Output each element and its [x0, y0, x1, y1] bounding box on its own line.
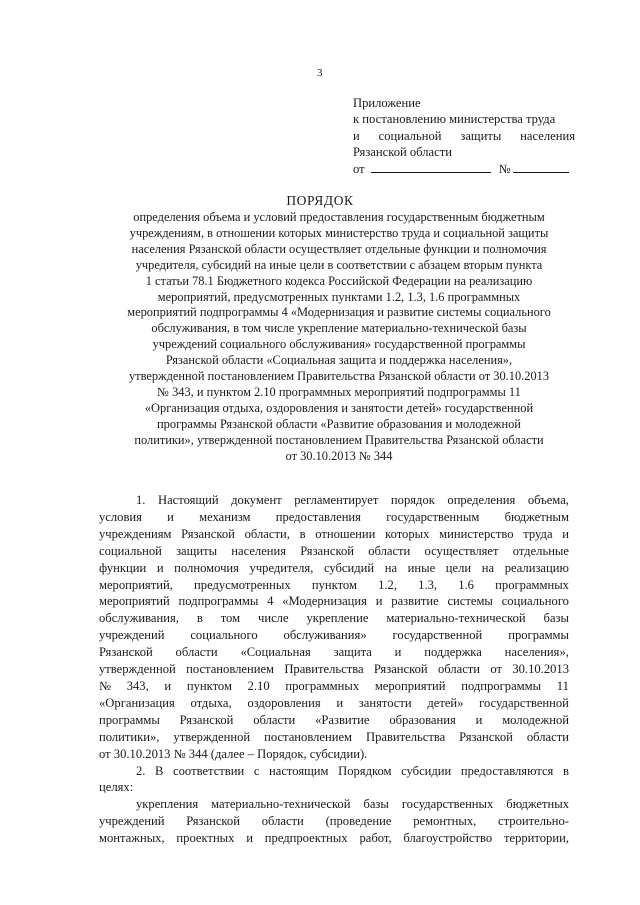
body-word: социального — [501, 594, 569, 609]
body-word: в — [562, 763, 569, 778]
body-word: труда — [523, 526, 553, 541]
appendix-line: Рязанской области — [353, 144, 452, 159]
body-word: государственной — [392, 628, 483, 643]
body-line — [99, 492, 569, 509]
body-word: ремонтных, — [413, 814, 477, 829]
body-word: субсидии — [401, 763, 452, 778]
body-word: документ — [231, 493, 282, 507]
body-word: материально-технической — [386, 611, 526, 626]
body-line — [99, 813, 569, 830]
body-line — [99, 593, 569, 610]
subtitle-line: определения объема и условий предоставления государственным бюджетным — [133, 210, 545, 224]
subtitle-line: утвержденной постановлением Правительства Рязанской области от 30.10.2013 — [128, 369, 550, 384]
subtitle-line: от 30.10.2013 № 344 — [285, 448, 393, 463]
body-word: базы — [363, 797, 389, 812]
body-word: числе — [258, 611, 289, 626]
appendix-header — [353, 95, 575, 177]
body-word: монтажных, — [99, 831, 165, 846]
body-line — [99, 729, 569, 746]
body-line — [99, 610, 569, 627]
body-word: занятости — [358, 695, 412, 710]
body-word: социальной — [99, 543, 162, 558]
body-word: 2.10 — [247, 678, 270, 693]
body-word: предусмотренных — [194, 577, 291, 592]
body-word: учреждений — [99, 628, 165, 643]
body-word: и — [336, 695, 344, 710]
body-word: благоустройство — [403, 831, 493, 846]
body-word: пунктом — [186, 678, 232, 693]
body-word: программы — [99, 712, 160, 727]
body-word: в — [196, 611, 203, 626]
body-line — [99, 627, 569, 644]
body-word: «Организация — [99, 695, 175, 710]
body-word: соответствии — [173, 763, 245, 778]
body-word: предоставления — [275, 509, 361, 524]
body-line — [99, 644, 569, 661]
body-word: и — [475, 712, 483, 727]
body-word: обслуживания, — [99, 611, 179, 626]
body-word: подпрограммы — [461, 678, 542, 693]
body-word: В — [155, 763, 164, 778]
body-word: защиты — [176, 543, 218, 558]
body-word: условия — [99, 509, 142, 524]
body-word: бюджетным — [504, 509, 569, 524]
body-line: целях: — [99, 780, 134, 795]
body-word: в — [299, 526, 306, 541]
body-word: предоставляются — [460, 763, 554, 778]
body-word: реализацию — [504, 560, 569, 575]
body-word: которых — [385, 526, 430, 541]
subtitle-line: № 343, и пунктом 2.10 программных мероприятий подпрограммы 11 — [157, 384, 521, 399]
body-word: материально-технической — [211, 797, 351, 812]
body-word: учредителя, — [249, 560, 314, 575]
appendix-line: к постановлению министерства труда — [353, 112, 556, 127]
body-word: мероприятий — [99, 594, 170, 609]
body-word: 1.6 — [458, 577, 474, 592]
body-word: поддержка — [424, 645, 482, 660]
body-word: государственной — [479, 695, 569, 710]
body-word: социального — [190, 628, 258, 643]
body-word: и — [167, 509, 174, 524]
body-word: области — [253, 712, 296, 727]
body-word: «Развитие — [315, 712, 370, 727]
subtitle-line: мероприятий подпрограммы 4 «Модернизация и развитие системы социального — [127, 305, 551, 320]
body-word: полномочия — [174, 560, 239, 575]
body-word: иные — [407, 560, 436, 575]
number-label: № — [498, 162, 511, 177]
body-line — [99, 695, 569, 712]
body-line — [99, 712, 569, 729]
body-word: Правительства — [365, 729, 446, 744]
body-line — [99, 678, 569, 695]
body-word: отдыха, — [190, 695, 232, 710]
subtitle-line: политики», утвержденной постановлением Правительства Рязанской области — [134, 432, 544, 447]
body-word: 11 — [556, 678, 569, 693]
subtitle-line: «Организация отдыха, оздоровления и занятости детей» государственной — [144, 400, 534, 415]
body-word: обслуживания» — [283, 628, 367, 643]
body-word: подпрограммы — [178, 594, 259, 609]
appendix-word: населения — [520, 128, 575, 143]
body-word: механизм — [199, 509, 251, 524]
body-word: Рязанской — [179, 712, 234, 727]
body-word: области, — [244, 526, 290, 541]
body-word: программных — [495, 577, 569, 592]
body-word: предпроектных — [264, 831, 348, 846]
body-word: 30.10.2013 — [512, 662, 569, 677]
body-word: защита — [333, 645, 372, 660]
body-word: политики», — [99, 729, 160, 744]
body-word: Рязанской — [300, 543, 354, 558]
body-word: населения», — [504, 645, 569, 660]
body-word: № — [99, 678, 112, 693]
body-word: настоящим — [269, 763, 329, 778]
body-word: области — [175, 645, 218, 660]
body-word: программных — [285, 678, 360, 693]
body-word: (проведение — [325, 814, 392, 829]
body-word: отношении — [315, 526, 376, 541]
subtitle-line: мероприятий, предусмотренных пунктами 1.2, 1.3, 1.6 программных — [157, 289, 521, 304]
appendix-line: Приложение — [353, 96, 421, 110]
appendix-word: и — [353, 128, 360, 143]
number-blank — [513, 160, 569, 173]
body-word: объема, — [527, 493, 569, 507]
body-word: программы — [508, 628, 569, 643]
body-word: утвержденной — [99, 662, 176, 677]
body-word: порядок — [390, 493, 435, 507]
subtitle-line: программы Рязанской области «Развитие образования и молодежной — [157, 416, 521, 431]
body-word: от — [490, 662, 503, 677]
body-word: населения — [231, 543, 287, 558]
body-word: Рязанской — [181, 526, 235, 541]
body-line — [99, 560, 569, 577]
body-word: Порядком — [338, 763, 392, 778]
body-word: и — [562, 526, 569, 541]
body-word: оздоровления — [247, 695, 321, 710]
page-number: 3 — [317, 67, 323, 79]
body-word: на — [481, 560, 495, 575]
body-line — [99, 577, 569, 594]
body-word: работ, — [359, 831, 392, 846]
body-line: от 30.10.2013 № 344 (далее – Порядок, субсидии). — [99, 746, 368, 761]
body-word: отдельные — [512, 543, 569, 558]
date-number-line — [353, 160, 575, 177]
body-word: учреждений — [99, 814, 165, 829]
document-subtitle — [100, 210, 578, 465]
subtitle-line: учредителя, субсидий на иные цели в соответствии с абзацем вторым пункта — [135, 257, 543, 272]
body-word: Рязанской — [99, 645, 153, 660]
body-word: цели — [445, 560, 472, 575]
body-word: системы — [447, 594, 493, 609]
body-word: и — [164, 678, 172, 693]
body-word: области — [526, 729, 569, 744]
body-word: образования — [389, 712, 456, 727]
body-word: укрепления — [136, 797, 199, 812]
body-word: на — [384, 560, 398, 575]
body-word: бюджетных — [506, 797, 569, 812]
appendix-word: социальной — [378, 128, 442, 143]
body-word: территории, — [503, 831, 569, 846]
body-word: 1.3, — [418, 577, 438, 592]
body-line — [99, 763, 569, 780]
body-word: «Модернизация — [282, 594, 367, 609]
body-line — [99, 526, 569, 543]
body-word: государственных — [401, 797, 494, 812]
body-line — [99, 661, 569, 678]
body-word: Правительства — [284, 662, 364, 677]
body-word: базы — [543, 611, 569, 626]
body-word: детей» — [427, 695, 464, 710]
subtitle-line: 1 статьи 78.1 Бюджетного кодекса Российской Федерации на реализацию — [145, 273, 533, 288]
body-word: области — [437, 662, 481, 677]
date-blank — [371, 160, 491, 173]
body-word: 4 — [267, 594, 274, 609]
body-word: и — [394, 645, 402, 660]
body-word: Рязанской — [459, 729, 513, 744]
appendix-word: защиты — [460, 128, 502, 143]
body-word: 2. — [136, 763, 146, 778]
body-word: укрепление — [306, 611, 369, 626]
body-word: постановлением — [264, 729, 353, 744]
body-word: функции — [99, 560, 147, 575]
body-word: том — [220, 611, 241, 626]
body-word: 343, — [126, 678, 149, 693]
body-word: и — [375, 594, 383, 609]
body-line — [99, 509, 569, 526]
body-word: проектных — [176, 831, 235, 846]
body-word: министерство — [439, 526, 514, 541]
subtitle-line: населения Рязанской области осуществляет отдельные функции и полномочия — [131, 241, 547, 256]
body-word: мероприятий — [374, 678, 446, 693]
body-word: «Социальная — [240, 645, 311, 660]
body-word: пунктом — [311, 577, 357, 592]
body-word: субсидий — [323, 560, 375, 575]
body-word: определения — [447, 493, 516, 507]
body-word: и — [156, 560, 164, 575]
document-body — [99, 492, 569, 847]
body-word: развитие — [391, 594, 439, 609]
body-word: мероприятий, — [99, 577, 173, 592]
document-title: ПОРЯДОК — [286, 193, 354, 208]
body-word: 1.2, — [378, 577, 397, 592]
body-word: осуществляет — [424, 543, 499, 558]
subtitle-line: учреждений социального обслуживания» государственной программы — [152, 337, 526, 352]
body-word: области — [261, 814, 304, 829]
body-word: Настоящий — [157, 493, 219, 507]
subtitle-line: учреждениям, в отношении которых министерство труда и социальной защиты — [129, 225, 549, 240]
body-line — [99, 543, 569, 560]
body-word: молодежной — [502, 712, 569, 727]
subtitle-line: Рязанской области «Социальная защита и поддержка населения», — [165, 353, 513, 368]
body-word: с — [253, 763, 260, 778]
body-word: Рязанской — [186, 814, 240, 829]
subtitle-line: обслуживания, в том числе укрепление материально-технической базы — [151, 321, 527, 336]
body-word: учреждениям — [99, 526, 172, 541]
body-word: области — [368, 543, 411, 558]
body-line — [99, 796, 569, 813]
body-word: строительно- — [498, 814, 569, 829]
body-word: утвержденной — [173, 729, 251, 744]
body-word: постановлением — [186, 662, 275, 677]
body-word: регламентирует — [294, 493, 379, 507]
body-word: государственным — [386, 509, 480, 524]
body-line — [99, 830, 569, 847]
body-word: и — [246, 831, 253, 846]
date-label: от — [353, 162, 365, 177]
body-word: Рязанской — [373, 662, 428, 677]
appendix-line — [353, 128, 575, 144]
body-word: 1. — [136, 493, 146, 507]
